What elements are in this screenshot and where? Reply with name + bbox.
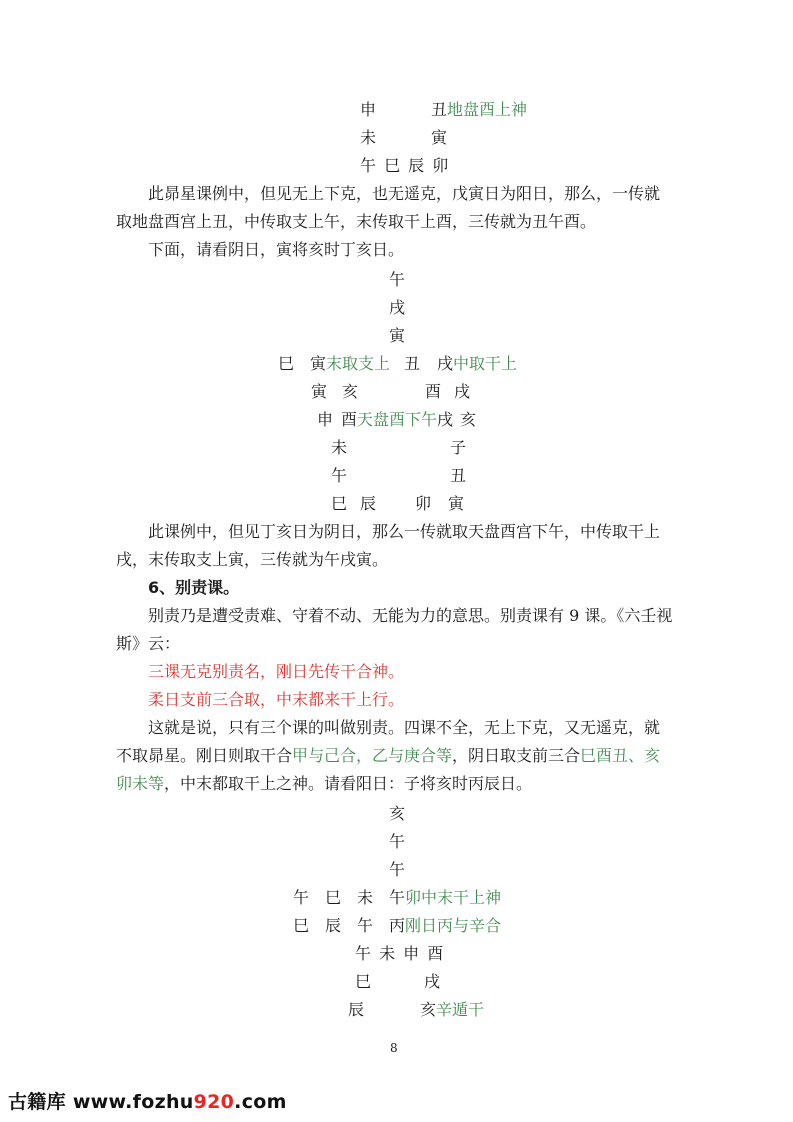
diagram-annotation: 刚日丙与辛合 — [405, 916, 502, 935]
paragraph-line: 斯》云： — [116, 634, 181, 653]
diagram-char: 子 — [450, 438, 467, 457]
diagram-row: 午 未 申 酉 — [355, 944, 444, 963]
diagram-char: 辰 — [325, 916, 342, 935]
diagram-char — [389, 888, 501, 908]
text-span-green: 巳酉丑、亥 — [580, 746, 661, 765]
diagram-annotation: 末取支上 — [326, 354, 391, 373]
paragraph-line — [116, 774, 532, 794]
diagram-char: 午 — [331, 466, 348, 485]
diagram-char: 戌 — [437, 410, 454, 429]
watermark-highlight: 920 — [193, 1091, 235, 1113]
diagram-char: 未 — [331, 438, 348, 457]
diagram-annotation: 卯中末干上神 — [405, 888, 502, 907]
diagram-char: 寅 — [431, 128, 448, 147]
diagram-char — [341, 410, 453, 430]
diagram-annotation: 中取干上 — [453, 354, 518, 373]
text-span-green: 卯未等 — [116, 774, 165, 793]
diagram-char: 寅 — [311, 382, 328, 401]
diagram-char: 午 — [293, 888, 310, 907]
paragraph-line: 别责乃是遭受责难、守着不动、无能为力的意思。别责课有 9 课。《六壬视 — [148, 606, 673, 625]
diagram-char: 巳 — [278, 354, 295, 373]
diagram-annotation: 辛遁干 — [436, 1000, 485, 1019]
quote-line: 柔日支前三合取，中末都来干上行。 — [148, 690, 405, 709]
diagram-char: 寅 — [310, 354, 327, 373]
diagram-char: 午 — [389, 860, 406, 879]
diagram-char: 辰 — [348, 1000, 365, 1019]
diagram-char: 亥 — [420, 1000, 437, 1019]
paragraph-line: 此昴星课例中，但见无上下克，也无遥克，戊寅日为阳日，那么，一传就 — [148, 184, 661, 203]
diagram-char: 申 — [360, 100, 377, 119]
paragraph-line: 戌，末传取支上寅，三传就为午戌寅。 — [116, 550, 389, 569]
diagram-char: 丑 — [404, 354, 421, 373]
diagram-char: 酉 — [341, 410, 358, 429]
paragraph-line: 此课例中，但见丁亥日为阴日，那么一传就取天盘酉宫下午，中传取干上 — [148, 522, 661, 541]
diagram-char: 丙 — [389, 916, 406, 935]
quote-line: 三课无克别责名，刚日先传干合神。 — [148, 662, 405, 681]
diagram-char: 戌 — [424, 972, 441, 991]
diagram-char: 寅 — [448, 494, 465, 513]
diagram-char: 午 — [357, 916, 374, 935]
diagram-char: 辰 — [360, 494, 377, 513]
diagram-char: 午 — [389, 888, 406, 907]
diagram-char: 巳 — [325, 888, 342, 907]
diagram-char: 卯 — [415, 494, 432, 513]
diagram-char: 午 — [389, 832, 406, 851]
text-span: 不取昴星。刚日则取干合 — [116, 746, 293, 765]
diagram-char: 戌 — [389, 298, 406, 317]
diagram-char: 亥 — [389, 804, 406, 823]
section-heading: 6、别责课。 — [148, 578, 240, 597]
diagram-char: 巳 — [293, 916, 310, 935]
diagram-char: 申 — [317, 410, 334, 429]
text-span: ，阴日取支前三合 — [452, 746, 581, 765]
diagram-char: 丑 — [431, 100, 448, 119]
page-number: 8 — [390, 1041, 398, 1055]
diagram-row: 午 巳 辰 卯 — [360, 156, 449, 175]
diagram-annotation: 天盘酉下午 — [357, 410, 438, 429]
diagram-char: 未 — [360, 128, 377, 147]
paragraph-line: 下面，请看阴日，寅将亥时丁亥日。 — [148, 240, 405, 259]
text-span: ，中末都取干上之神。请看阳日：子将亥时丙辰日。 — [164, 774, 533, 793]
paragraph-line: 取地盘酉宫上丑，中传取支上午，末传取干上酉，三传就为丑午酉。 — [116, 212, 597, 231]
diagram-char: 未 — [357, 888, 374, 907]
diagram-char: 巳 — [331, 494, 348, 513]
watermark — [8, 1090, 287, 1114]
diagram-char: 寅 — [389, 326, 406, 345]
diagram-char — [431, 100, 527, 120]
paragraph-line — [116, 746, 660, 766]
diagram-char: 丑 — [450, 466, 467, 485]
diagram-char — [389, 916, 501, 936]
watermark-suffix: .com — [234, 1091, 287, 1113]
diagram-char — [437, 354, 517, 374]
diagram-annotation: 地盘酉上神 — [447, 100, 528, 119]
diagram-char: 亥 — [342, 382, 359, 401]
watermark-prefix: 古籍库 www.fozhu — [8, 1091, 194, 1113]
paragraph-line: 这就是说，只有三个课的叫做别责。四课不全，无上下克，又无遥克，就 — [148, 718, 661, 737]
text-span-green: 甲与己合，乙与庚合等 — [292, 746, 453, 765]
diagram-char — [420, 1000, 484, 1020]
diagram-char: 巳 — [355, 972, 372, 991]
diagram-char: 酉 — [425, 382, 442, 401]
diagram-char: 亥 — [460, 410, 477, 429]
diagram-char: 午 — [389, 270, 406, 289]
diagram-char: 戌 — [437, 354, 454, 373]
diagram-char — [310, 354, 390, 374]
diagram-char: 戌 — [454, 382, 471, 401]
